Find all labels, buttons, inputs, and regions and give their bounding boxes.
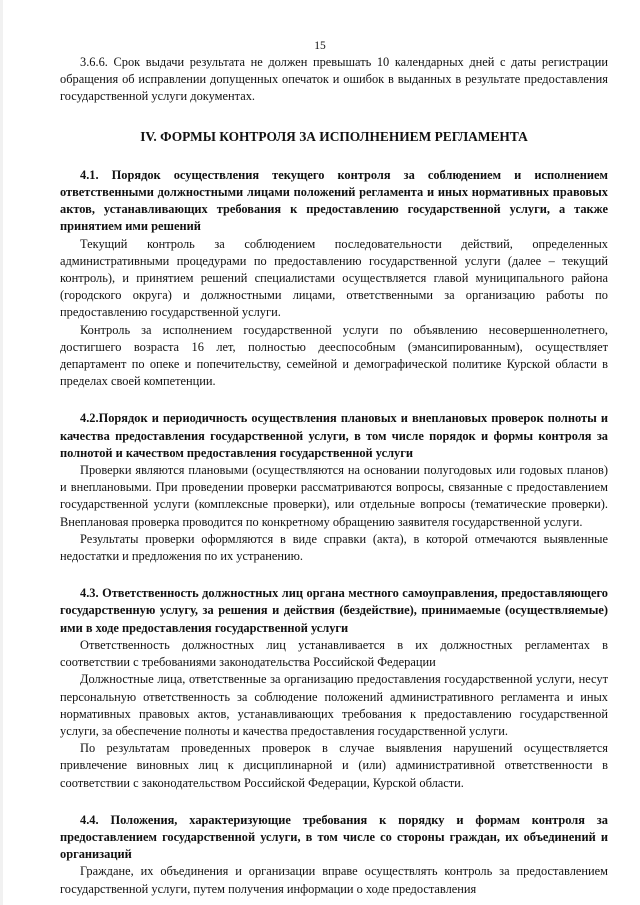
page-content bbox=[60, 54, 608, 898]
heading-4-1: 4.1. Порядок осуществления текущего контроля за соблюдением и исполнением ответственными должностными лицами положений регламента и иных нормативных правовых актов, устанавливающих требования к предоставлению государственной услуги, а также принятием ими решений bbox=[60, 167, 608, 234]
heading-4-4: 4.4. Положения, характеризующие требования к порядку и формам контроля за предоставлением государственной услуги, в том числе со стороны граждан, их объединений и организаций bbox=[60, 812, 608, 862]
paragraph-4-1-2: Контроль за исполнением государственной услуги по объявлению несовершеннолетнего, достигшего возраста 16 лет, полностью дееспособным (эмансипированным), осуществляет департамент по опеке и попечительству, семейной и демографической политике Курской области в пределах своей компетенции. bbox=[60, 322, 608, 389]
paragraph-4-2-2: Результаты проверки оформляются в виде справки (акта), в которой отмечаются выявленные недостатки и предложения по их устранению. bbox=[60, 531, 608, 564]
scan-edge bbox=[0, 0, 3, 905]
paragraph-3-6-6: 3.6.6. Срок выдачи результата не должен превышать 10 календарных дней с даты регистрации обращения об исправлении допущенных опечаток и ошибок в выданных в результате предоставления государственной услуги документах. bbox=[60, 55, 608, 104]
paragraph-4-2-1: Проверки являются плановыми (осуществляются на основании полугодовых или годовых планов) и внеплановыми. При проведении проверки рассматриваются вопросы, связанные с предоставлением государственной услуги (комплексные проверки), или отдельные вопросы (тематические проверки). Внеплановая проверка проводится по конкретному обращению заявителя государственной услуги. bbox=[60, 463, 608, 529]
paragraph-4-4-1: Граждане, их объединения и организации вправе осуществлять контроль за предоставлением государственной услуги, путем получения информации о ходе предоставления bbox=[60, 864, 608, 896]
page-number: 15 bbox=[314, 40, 326, 52]
heading-4-3: 4.3. Ответственность должностных лиц органа местного самоуправления, предоставляющего государственную услугу, за решения и действия (бездействие), принимаемые (осуществляемые) ими в ходе предоставления государственной услуги bbox=[60, 586, 608, 635]
paragraph-4-3-2: Должностные лица, ответственные за организацию предоставления государственной услуги, несут персональную ответственность за соблюдение положений административного регламента и иных нормативных правовых актов, устанавливающих требования к предоставлению государственной услуги, за обеспечение полноты и качества предоставления государственной услуги. bbox=[60, 672, 608, 738]
paragraph-4-3-3: По результатам проведенных проверок в случае выявления нарушений осуществляется привлечение виновных лиц к дисциплинарной и (или) административной ответственности в соответствии с законодательством Российской Федерации, Курской области. bbox=[60, 741, 608, 790]
section-title: IV. ФОРМЫ КОНТРОЛЯ ЗА ИСПОЛНЕНИЕМ РЕГЛАМЕНТА bbox=[140, 128, 528, 144]
paragraph-4-1-1: Текущий контроль за соблюдением последовательности действий, определенных административными процедурами по предоставлению государственной услуги (далее – текущий контроль), и принятием решений специалистами осуществляется главой муниципального района (городского округа) и должностными лицами, ответственными за организацию работы по предоставлению государственной услуги. bbox=[60, 236, 608, 320]
heading-4-2: 4.2.Порядок и периодичность осуществления плановых и внеплановых проверок полноты и качества предоставления государственной услуги, в том числе порядок и формы контроля за полнотой и качеством предоставления государственной услуги bbox=[60, 411, 608, 460]
paragraph-4-3-1: Ответственность должностных лиц устанавливается в их должностных регламентах в соответствии с требованиями законодательства Российской Федерации bbox=[60, 637, 608, 670]
